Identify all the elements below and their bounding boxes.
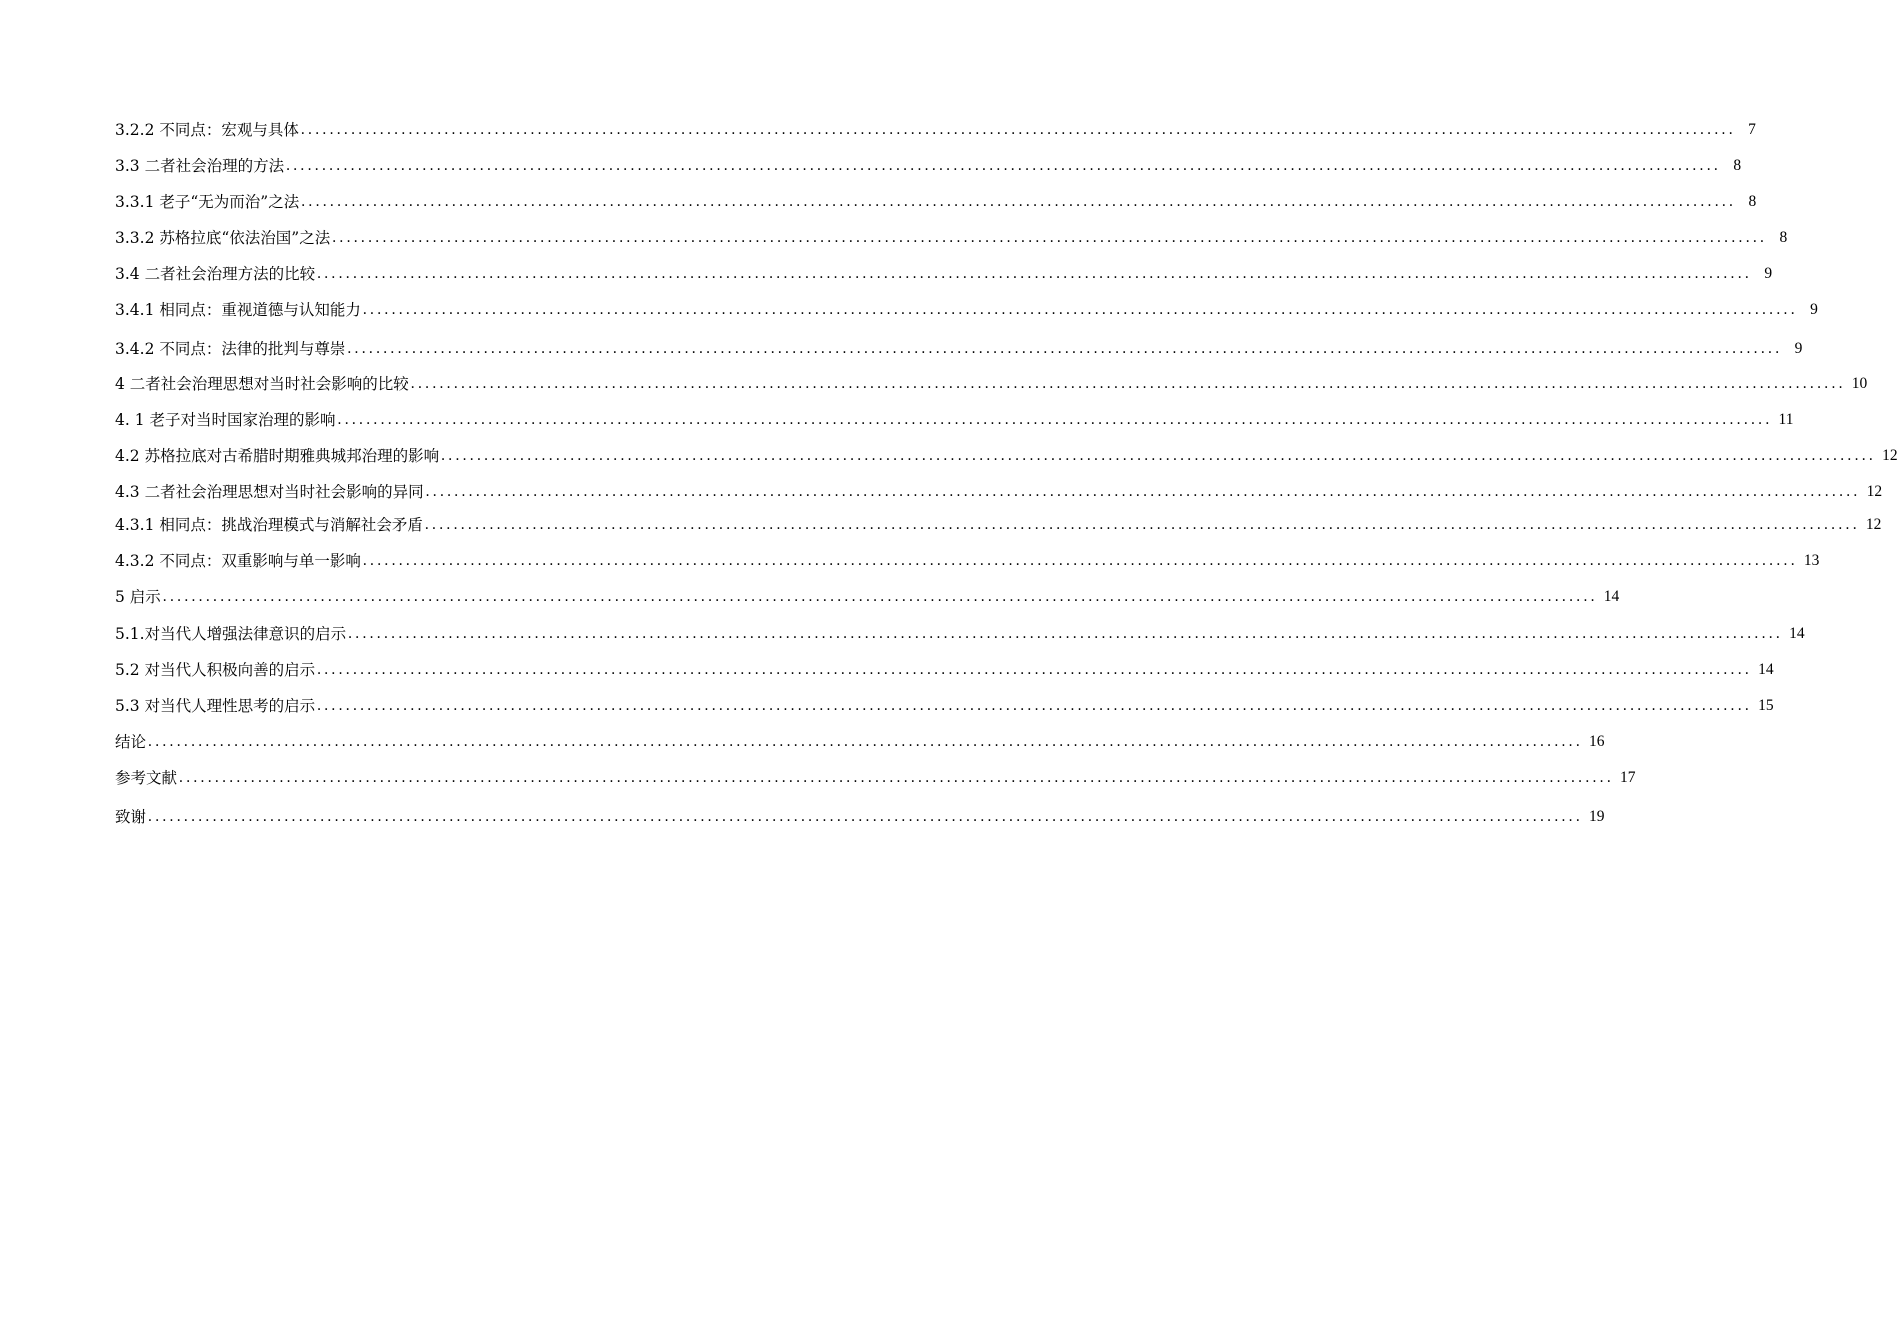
toc-entry (115, 802, 1605, 828)
toc-entry-page: 7 (1748, 121, 1756, 138)
toc-entry (115, 295, 1818, 321)
toc-entry-page: 8 (1733, 157, 1742, 174)
toc-entry-title: 4.3.1 相同点：挑战治理模式与消解社会矛盾 (115, 516, 423, 534)
toc-entry (115, 187, 1757, 213)
toc-entry-title: 3.4.1 相同点：重视道德与认知能力 (115, 301, 361, 319)
toc-entry-page: 13 (1803, 552, 1820, 569)
toc-leader-dots: ........................................................................................................................................................................................................ (148, 733, 1584, 750)
toc-entry-page: 15 (1758, 697, 1774, 714)
toc-entry (115, 655, 1774, 681)
toc-leader-dots: ........................................................................................................................................................................................................ (362, 552, 1798, 569)
toc-entry-title: 5 启示 (115, 588, 161, 606)
toc-leader-dots: ........................................................................................................................................................................................................ (410, 375, 1846, 392)
toc-entry (115, 441, 1898, 467)
toc-entry-page: 17 (1620, 769, 1636, 786)
toc-entry-title: 5.2 对当代人积极向善的启示 (115, 661, 316, 679)
toc-leader-dots: ........................................................................................................................................................................................................ (347, 340, 1783, 357)
toc-entry-title: 3.3.2 苏格拉底“依法治国”之法 (115, 229, 331, 247)
toc-entry-title: 4.3.2 不同点：双重影响与单一影响 (115, 552, 361, 570)
toc-entry (115, 259, 1773, 285)
toc-entry-title: 致谢 (115, 808, 147, 826)
toc-entry (115, 619, 1805, 645)
toc-entry-title: 5.1.对当代人增强法律意识的启示 (115, 625, 347, 643)
toc-entry-page: 16 (1589, 733, 1605, 750)
toc-entry (115, 763, 1636, 789)
toc-entry-page: 9 (1794, 340, 1803, 357)
toc-entry (115, 582, 1620, 608)
toc-entry-page: 11 (1778, 411, 1794, 428)
toc-entry-page: 12 (1865, 516, 1882, 533)
toc-entry-page: 19 (1589, 808, 1605, 825)
toc-leader-dots: ........................................................................................................................................................................................................ (179, 769, 1615, 786)
toc-entry-title: 3.3.1 老子“无为而治”之法 (115, 193, 300, 211)
toc-leader-dots: ........................................................................................................................................................................................................ (348, 625, 1784, 642)
toc-entry-page: 9 (1764, 265, 1773, 282)
toc-entry-title: 3.2.2 不同点：宏观与具体 (115, 121, 299, 139)
toc-entry-title: 4 二者社会治理思想对当时社会影响的比较 (115, 375, 409, 393)
toc-entry-title: 4.2 苏格拉底对古希腊时期雅典城邦治理的影响 (115, 447, 440, 465)
toc-entry (115, 115, 1756, 141)
toc-entry-title: 3.3 二者社会治理的方法 (115, 157, 285, 175)
toc-leader-dots: ........................................................................................................................................................................................................ (286, 157, 1722, 174)
toc-entry (115, 151, 1742, 177)
toc-entry-page: 14 (1758, 661, 1774, 678)
toc-entry-page: 8 (1748, 193, 1757, 210)
toc-entry-page: 14 (1789, 625, 1805, 642)
toc-entry-page: 12 (1882, 447, 1898, 464)
toc-entry-page: 9 (1810, 301, 1818, 318)
toc-leader-dots: ........................................................................................................................................................................................................ (332, 229, 1768, 246)
toc-entry (115, 546, 1820, 572)
toc-leader-dots: ........................................................................................................................................................................................................ (300, 121, 1736, 138)
toc-leader-dots: ........................................................................................................................................................................................................ (317, 661, 1753, 678)
toc-entry (115, 369, 1868, 395)
toc-leader-dots: ........................................................................................................................................................................................................ (337, 411, 1773, 428)
toc-entry-page: 8 (1779, 229, 1788, 246)
toc-leader-dots: ........................................................................................................................................................................................................ (441, 447, 1877, 464)
toc-leader-dots: ........................................................................................................................................................................................................ (424, 516, 1860, 533)
toc-entry (115, 223, 1788, 249)
toc-entry-title: 结论 (115, 733, 147, 751)
toc-leader-dots: ........................................................................................................................................................................................................ (162, 588, 1598, 605)
toc-entry-title: 4. 1 老子对当时国家治理的影响 (115, 411, 336, 429)
toc-leader-dots: ........................................................................................................................................................................................................ (301, 193, 1737, 210)
toc-leader-dots: ........................................................................................................................................................................................................ (362, 301, 1798, 318)
toc-entry (115, 405, 1794, 431)
toc-leader-dots: ........................................................................................................................................................................................................ (148, 808, 1584, 825)
toc-entry (115, 691, 1774, 717)
toc-entry-title: 5.3 对当代人理性思考的启示 (115, 697, 316, 715)
toc-entry (115, 334, 1803, 360)
toc-entry-page: 10 (1851, 375, 1868, 392)
toc-entry-page: 12 (1866, 483, 1883, 500)
toc-leader-dots: ........................................................................................................................................................................................................ (317, 697, 1753, 714)
toc-entry (115, 510, 1882, 536)
toc-entry-page: 14 (1603, 588, 1620, 605)
toc-leader-dots: ........................................................................................................................................................................................................ (425, 483, 1861, 500)
toc-entry-title: 3.4 二者社会治理方法的比较 (115, 265, 316, 283)
toc-entry-title: 3.4.2 不同点：法律的批判与尊崇 (115, 340, 346, 358)
toc-entry (115, 727, 1605, 753)
toc-entry (115, 477, 1883, 503)
toc-entry-title: 参考文献 (115, 769, 178, 787)
toc-leader-dots: ........................................................................................................................................................................................................ (317, 265, 1753, 282)
toc-entry-title: 4.3 二者社会治理思想对当时社会影响的异同 (115, 483, 424, 501)
